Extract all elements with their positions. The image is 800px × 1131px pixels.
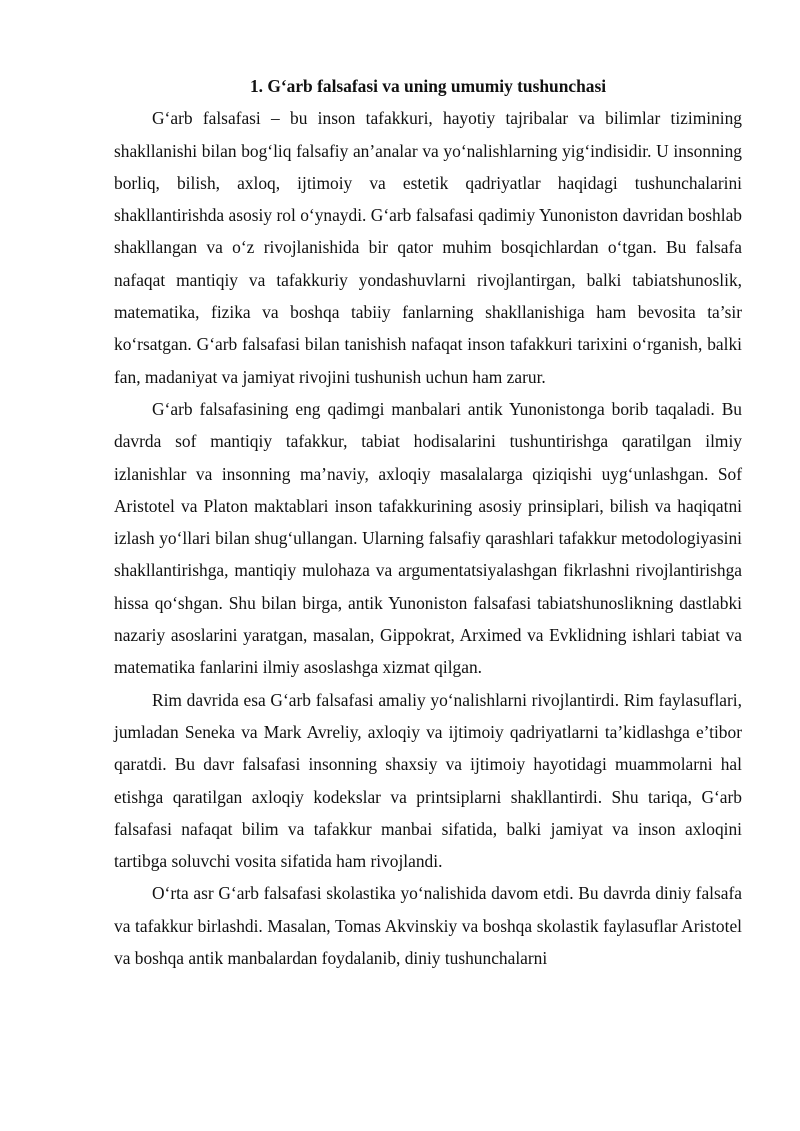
paragraph-4: O‘rta asr G‘arb falsafasi skolastika yo‘nalishida davom etdi. Bu davrda diniy falsafa va tafakkur birlashdi. Masalan, Tomas Akvinskiy va boshqa skolastik faylasuflar Aristotel va boshqa antik manbalardan foydalanib, diniy tushunchalarni: [114, 883, 742, 969]
paragraph-2: G‘arb falsafasining eng qadimgi manbalari antik Yunonistonga borib taqaladi. Bu davrda sof mantiqiy tafakkur, tabiat hodisalarini tushuntirishga qaratilgan ilmiy izlanishlar va insonning ma’naviy, axloqiy masalalarga qiziqishi uyg‘unlashgan. Sof Aristotel va Platon maktablari inson tafakkurining asosiy prinsiplari, bilish va haqiqatni izlash yo‘llari bilan shug‘ullangan. Ularning falsafiy qarashlari tafakkur metodologiyasini shakllantirishga, mantiqiy mulohaza va argumentatsiyalashgan fikrlashni rivojlantirishga hissa qo‘shgan. Shu bilan birga, antik Yunoniston falsafasi tabiatshunoslikning dastlabki nazariy asoslarini yaratgan, masalan, Gippokrat, Arximed va Evklidning ishlari tabiat va matematika fanlarini ilmiy asoslashga xizmat qilgan.: [114, 398, 742, 678]
paragraph-1: G‘arb falsafasi – bu inson tafakkuri, hayotiy tajribalar va bilimlar tizimining shakllanishi bilan bog‘liq falsafiy an’analar va yo‘nalishlarning yig‘indisidir. U insonning borliq, bilish, axloq, ijtimoiy va estetik qadriyatlar haqidagi tushunchalarini shakllantirishda asosiy rol o‘ynaydi. G‘arb falsafasi qadimiy Yunoniston davridan boshlab shakllangan va o‘z rivojlanishida bir qator muhim bosqichlardan o‘tgan. Bu falsafa nafaqat mantiqiy va tafakkuriy yondashuvlarni rivojlantirgan, balki tabiatshunoslik, matematika, fizika va boshqa tabiiy fanlarning shakllanishiga ham bevosita ta’sir ko‘rsatgan. G‘arb falsafasi bilan tanishish nafaqat inson tafakkuri tarixini o‘rganish, balki fan, madaniyat va jamiyat rivojini tushunish uchun ham zarur.: [114, 108, 742, 387]
document-page: [114, 70, 742, 974]
paragraph-3: Rim davrida esa G‘arb falsafasi amaliy yo‘nalishlarni rivojlantirdi. Rim faylasuflari, jumladan Seneka va Mark Avreliy, axloqiy va ijtimoiy qadriyatlarni ta’kidlashga e’tibor qaratdi. Bu davr falsafasi insonning shaxsiy va ijtimoiy hayotidagi muammolarni hal etishga qaratilgan axloqiy kodekslar va printsiplarni shakllantirdi. Shu tariqa, G‘arb falsafasi nafaqat bilim va tafakkur manbai sifatida, balki jamiyat va inson axloqini tartibga soluvchi vosita sifatida ham rivojlandi.: [114, 689, 742, 872]
section-title: 1. G‘arb falsafasi va uning umumiy tushunchasi: [249, 76, 607, 96]
